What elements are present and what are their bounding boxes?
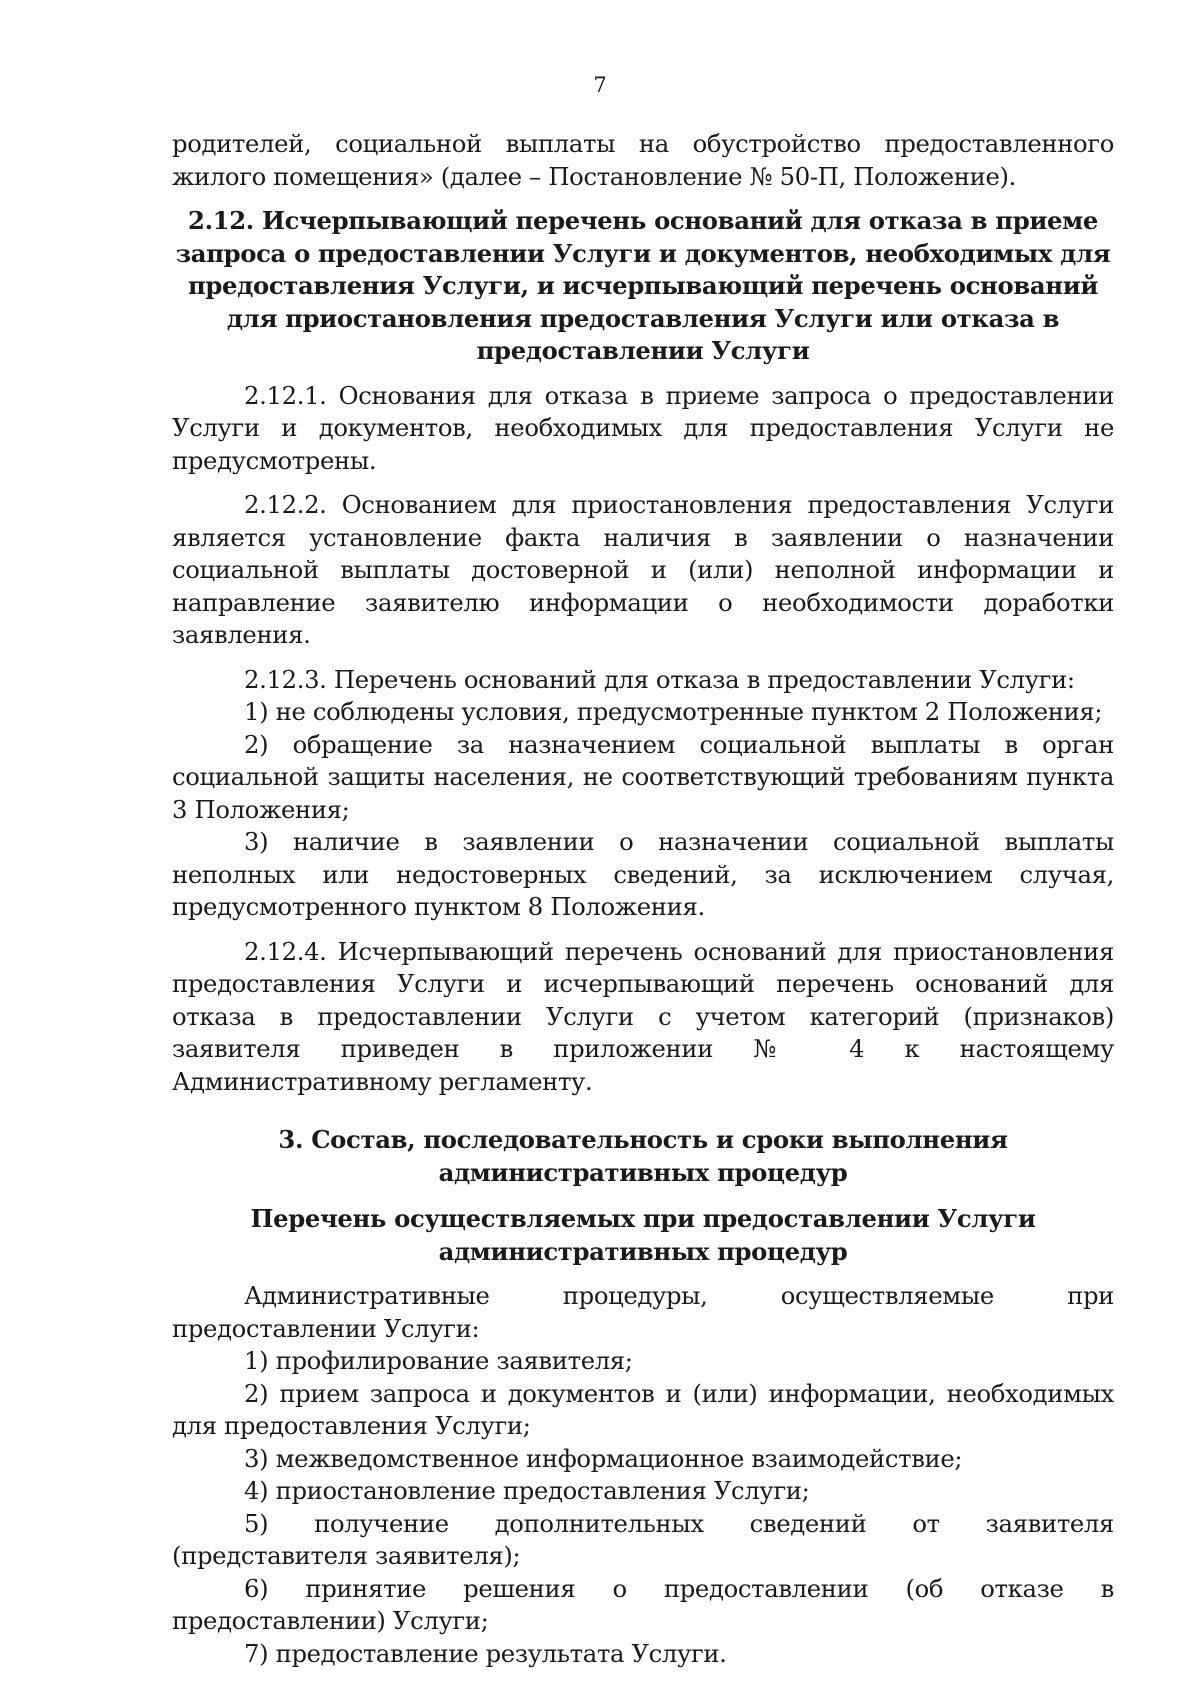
paragraph: 1) профилирование заявителя; bbox=[244, 1346, 633, 1375]
section-heading: Перечень осуществляемых при предоставлении Услуги административных процедур bbox=[250, 1204, 1036, 1266]
paragraph: 2.12.4. Исчерпывающий перечень оснований для приостановления предоставления Услуги и исчерпывающий перечень оснований для отказа в предоставлении Услуги с учетом категорий (признаков) заявителя приведен в приложении № 4 к настоящему Административному регламенту. bbox=[172, 936, 1114, 1096]
paragraph: 2.12.3. Перечень оснований для отказа в предоставлении Услуги: bbox=[244, 664, 1075, 694]
section-heading: 2.12. Исчерпывающий перечень оснований для отказа в приеме запроса о предоставлении Услуги и документов, необходимых для предоставления Услуги, и исчерпывающий перечень оснований для приостановления предоставления Услуги или отказа в предоставлении Услуги bbox=[175, 206, 1111, 365]
paragraph: 2) обращение за назначением социальной выплаты в орган социальной защиты населения, не соответствующий требованиям пункта 3 Положения; bbox=[172, 729, 1114, 824]
page-number: 7 bbox=[593, 73, 607, 97]
paragraph: 2) прием запроса и документов и (или) информации, необходимых для предоставления Услуги; bbox=[172, 1378, 1114, 1440]
paragraph: 2.12.1. Основания для отказа в приеме запроса о предоставлении Услуги и документов, необходимых для предоставления Услуги не предусмотрены. bbox=[172, 380, 1114, 475]
paragraph: 2.12.2. Основанием для приостановления предоставления Услуги является установление факта наличия в заявлении о назначении социальной выплаты достоверной и (или) неполной информации и направление заявителю информации о необходимости доработки заявления. bbox=[172, 490, 1114, 649]
paragraph: 3) наличие в заявлении о назначении социальной выплаты неполных или недостоверных сведений, за исключением случая, предусмотренного пунктом 8 Положения. bbox=[172, 827, 1114, 921]
paragraph: 1) не соблюдены условия, предусмотренные пунктом 2 Положения; bbox=[244, 697, 1103, 726]
paragraph: Административные процедуры, осуществляемые при предоставлении Услуги: bbox=[172, 1281, 1114, 1343]
paragraph: родителей, социальной выплаты на обустройство предоставленного жилого помещения» (далее – Постановление № 50-П, Положение). bbox=[172, 129, 1114, 191]
paragraph: 3) межведомственное информационное взаимодействие; bbox=[244, 1443, 963, 1473]
section-heading: 3. Состав, последовательность и сроки выполнения административных процедур bbox=[278, 1125, 1008, 1187]
document-body bbox=[172, 128, 1114, 1670]
paragraph: 5) получение дополнительных сведений от заявителя (представителя заявителя); bbox=[172, 1508, 1114, 1570]
paragraph: 4) приостановление предоставления Услуги; bbox=[244, 1476, 810, 1505]
paragraph: 6) принятие решения о предоставлении (об отказе в предоставлении) Услуги; bbox=[172, 1573, 1114, 1635]
paragraph: 7) предоставление результата Услуги. bbox=[244, 1638, 727, 1668]
